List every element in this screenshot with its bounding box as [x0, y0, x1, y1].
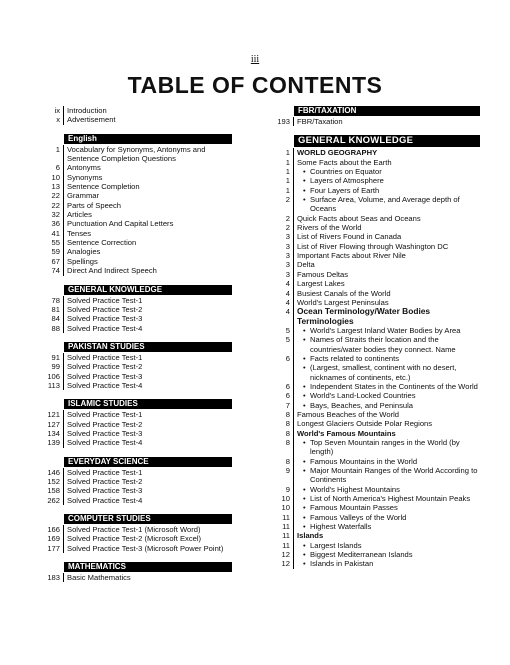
- toc-entry: [40, 544, 232, 553]
- toc-entry: [40, 314, 232, 323]
- toc-entry-page: 3: [270, 251, 294, 260]
- toc-entry-label: Advertisement: [67, 115, 116, 125]
- toc-entry-page: 74: [40, 266, 64, 275]
- toc-entry-page: 3: [270, 232, 294, 241]
- toc-entry-label: • (Largest, smallest, continent with no desert, nicknames of continents, etc.): [294, 363, 480, 382]
- toc-entry-page: 4: [270, 289, 294, 298]
- toc-entry-page: 1: [270, 148, 294, 157]
- toc-entry: [270, 242, 480, 251]
- toc-entry-page: 4: [270, 307, 294, 326]
- toc-entry: [270, 251, 480, 260]
- section-heading-spacer: [40, 134, 64, 144]
- toc-entry-label: • Highest Waterfalls: [294, 522, 480, 531]
- toc-entry-label: Largest Lakes: [297, 279, 345, 289]
- toc-entry: [40, 438, 232, 447]
- toc-entry-page: 5: [270, 335, 294, 354]
- toc-entry-page: 8: [270, 438, 294, 457]
- toc-entry-label: • Famous Mountain Passes: [294, 503, 480, 512]
- toc-entry-page: 1: [270, 186, 294, 195]
- toc-entry: [270, 326, 480, 335]
- toc-entry-page: 2: [270, 223, 294, 232]
- toc-entry-label: Introduction: [67, 106, 107, 115]
- toc-entry-label: Spellings: [67, 256, 98, 266]
- toc-right-column: [270, 106, 480, 578]
- toc-entry: [270, 559, 480, 568]
- toc-entry-page: 4: [270, 279, 294, 288]
- toc-entry-page: 1: [270, 158, 294, 167]
- toc-entry-page: 6: [270, 382, 294, 391]
- toc-entry: [40, 372, 232, 381]
- toc-entry-page: 1: [270, 176, 294, 185]
- toc-entry-page: 113: [40, 381, 64, 390]
- toc-section: [40, 562, 232, 582]
- section-heading-label: GENERAL KNOWLEDGE: [294, 135, 480, 147]
- toc-entry-page: 8: [270, 419, 294, 428]
- toc-entry-label: Solved Practice Test-3: [67, 371, 143, 381]
- section-heading-spacer: [270, 106, 294, 116]
- toc-entry-label: Solved Practice Test-2 (Microsoft Excel): [67, 534, 202, 544]
- toc-entry: [40, 247, 232, 256]
- toc-entry: [40, 115, 232, 124]
- toc-entry-label: Sentence Correction: [67, 238, 137, 248]
- toc-entry-page: 36: [40, 219, 64, 228]
- toc-entry-label: • Top Seven Mountain ranges in the World (by length): [294, 438, 480, 457]
- toc-entry: [270, 270, 480, 279]
- toc-entry-page: 32: [40, 210, 64, 219]
- toc-entry: [270, 167, 480, 176]
- toc-entry-page: 13: [40, 182, 64, 191]
- toc-entry-page: 5: [270, 326, 294, 335]
- section-heading: [270, 135, 480, 147]
- toc-entry-page: 134: [40, 429, 64, 438]
- toc-section: [40, 514, 232, 553]
- section-heading: [40, 134, 232, 144]
- toc-entry-label: • Names of Straits their location and the countries/water bodies they connect. Name: [294, 335, 480, 354]
- toc-entry-page: 9: [270, 466, 294, 485]
- toc-section: [40, 457, 232, 505]
- toc-entry-page: 12: [270, 559, 294, 568]
- toc-entry: [40, 534, 232, 543]
- toc-entry-label: Islands: [297, 531, 324, 541]
- toc-section: [270, 135, 480, 568]
- section-heading-label: MATHEMATICS: [64, 562, 232, 572]
- toc-entry-page: 12: [270, 550, 294, 559]
- toc-entry-page: 3: [270, 260, 294, 269]
- toc-entry-label: Some Facts about the Earth: [297, 157, 392, 167]
- toc-entry-page: 78: [40, 296, 64, 305]
- toc-entry-page: 7: [270, 401, 294, 410]
- section-heading: [40, 285, 232, 295]
- toc-entry-label: Solved Practice Test-2: [67, 304, 143, 314]
- toc-entry-page: 4: [270, 298, 294, 307]
- toc-entry-label: Important Facts about River Nile: [297, 251, 406, 261]
- toc-entry-page: 22: [40, 191, 64, 200]
- toc-entry: [270, 289, 480, 298]
- section-heading-spacer: [40, 399, 64, 409]
- toc-entry-label: Solved Practice Test-4: [67, 380, 143, 390]
- page-number: iii: [250, 54, 260, 65]
- toc-entry: [40, 324, 232, 333]
- section-heading: [40, 457, 232, 467]
- toc-entry: [40, 182, 232, 191]
- toc-entry-page: 10: [40, 173, 64, 182]
- toc-entry-label: Tenses: [67, 228, 92, 238]
- toc-left-column: [40, 106, 232, 591]
- toc-entry-label: Articles: [67, 210, 92, 220]
- toc-entry-page: 152: [40, 477, 64, 486]
- toc-entry-page: 1: [40, 145, 64, 164]
- toc-entry-label: FBR/Taxation: [297, 117, 343, 126]
- toc-entry: [270, 513, 480, 522]
- toc-entry-label: • Bays, Beaches, and Peninsula: [294, 401, 480, 410]
- toc-entry: [270, 531, 480, 540]
- toc-entry-page: 81: [40, 305, 64, 314]
- toc-entry: [40, 496, 232, 505]
- toc-section: [270, 106, 480, 126]
- toc-entry: [40, 173, 232, 182]
- toc-entry-page: 11: [270, 513, 294, 522]
- toc-entry-label: Solved Practice Test-2: [67, 362, 143, 372]
- section-heading: [40, 342, 232, 352]
- toc-entry: [40, 238, 232, 247]
- toc-entry: [270, 382, 480, 391]
- toc-entry-page: 22: [40, 201, 64, 210]
- section-heading: [270, 106, 480, 116]
- toc-entry-label: Solved Practice Test-1: [67, 410, 143, 420]
- section-heading-label: COMPUTER STUDIES: [64, 514, 232, 524]
- toc-entry: [270, 401, 480, 410]
- toc-entry-label: Solved Practice Test-4: [67, 323, 143, 333]
- toc-entry-label: Solved Practice Test-1: [67, 295, 143, 305]
- section-heading: [40, 399, 232, 409]
- section-heading-label: GENERAL KNOWLEDGE: [64, 285, 232, 295]
- toc-entry-label: Longest Glaciers Outside Polar Regions: [297, 419, 433, 429]
- section-heading-label: English: [64, 134, 232, 144]
- toc-entry-label: Vocabulary for Synonyms, Antonyms and Sentence Completion Questions: [67, 144, 206, 164]
- toc-entry-page: 41: [40, 229, 64, 238]
- toc-entry: [40, 486, 232, 495]
- section-heading-label: PAKISTAN STUDIES: [64, 342, 232, 352]
- toc-entry-label: • Famous Valleys of the World: [294, 513, 480, 522]
- toc-entry: [40, 163, 232, 172]
- toc-entry-page: 3: [270, 270, 294, 279]
- toc-entry-page: 262: [40, 496, 64, 505]
- toc-entry-label: • Countries on Equator: [294, 167, 480, 176]
- toc-entry-page: 11: [270, 531, 294, 540]
- toc-entry: [40, 573, 232, 582]
- toc-entry: [40, 305, 232, 314]
- toc-entry: [40, 353, 232, 362]
- toc-entry-label: • World's Land-Locked Countries: [294, 391, 480, 400]
- toc-entry: [40, 191, 232, 200]
- toc-entry: [270, 419, 480, 428]
- toc-entry-label: Solved Practice Test-1: [67, 467, 143, 477]
- toc-entry: [270, 176, 480, 185]
- toc-entry: [270, 550, 480, 559]
- toc-entry-label: • Surface Area, Volume, and Average depth of Oceans: [294, 195, 480, 214]
- toc-entry: [40, 266, 232, 275]
- toc-entry: [270, 335, 480, 354]
- toc-entry: [40, 106, 232, 115]
- section-heading-label: FBR/TAXATION: [294, 106, 480, 116]
- toc-entry-label: • World's Largest Inland Water Bodies by Area: [294, 326, 480, 335]
- toc-entry: [40, 525, 232, 534]
- left-sections: [40, 134, 232, 583]
- toc-entry-label: Solved Practice Test-2: [67, 476, 143, 486]
- toc-entry-label: Solved Practice Test-1: [67, 352, 143, 362]
- toc-entry: [40, 410, 232, 419]
- toc-entry-page: 146: [40, 468, 64, 477]
- toc-entry-page: 2: [270, 195, 294, 214]
- toc-entry: [40, 420, 232, 429]
- toc-entry-label: Solved Practice Test-4: [67, 438, 143, 448]
- toc-entry-label: • Famous Mountains in the World: [294, 457, 480, 466]
- toc-entry-label: Solved Practice Test-2: [67, 419, 143, 429]
- toc-entry-page: 127: [40, 420, 64, 429]
- toc-entry-label: • List of North America's Highest Mountain Peaks: [294, 494, 480, 503]
- section-heading-spacer: [270, 135, 294, 147]
- toc-entry: [270, 354, 480, 363]
- toc-entry-page: 8: [270, 429, 294, 438]
- toc-entry: [40, 429, 232, 438]
- toc-entry-page: 169: [40, 534, 64, 543]
- toc-entry: [270, 494, 480, 503]
- toc-entry-page: 6: [270, 391, 294, 400]
- toc-entry-label: • World's Highest Mountains: [294, 485, 480, 494]
- toc-entry-label: World's Largest Peninsulas: [297, 297, 389, 307]
- section-heading-spacer: [40, 514, 64, 524]
- toc-entry-page: 121: [40, 410, 64, 419]
- toc-entry-page: 166: [40, 525, 64, 534]
- toc-entry-label: Delta: [297, 260, 315, 270]
- toc-entry-label: • Major Mountain Ranges of the World According to Continents: [294, 466, 480, 485]
- toc-section: [40, 399, 232, 447]
- section-heading-label: ISLAMIC STUDIES: [64, 399, 232, 409]
- toc-entry-page: 139: [40, 438, 64, 447]
- section-heading-spacer: [40, 285, 64, 295]
- toc-entry-page: 67: [40, 257, 64, 266]
- toc-entry: [270, 410, 480, 419]
- toc-entry: [270, 429, 480, 438]
- section-heading: [40, 514, 232, 524]
- toc-entry-label: • Islands in Pakistan: [294, 559, 480, 568]
- section-heading-label: EVERYDAY SCIENCE: [64, 457, 232, 467]
- toc-entry: [270, 223, 480, 232]
- toc-entry-label: Solved Practice Test-3: [67, 314, 143, 324]
- toc-entry-page: 106: [40, 372, 64, 381]
- toc-entry-page: 10: [270, 503, 294, 512]
- toc-entry: [40, 229, 232, 238]
- toc-entry-page: 84: [40, 314, 64, 323]
- toc-entry-label: • Facts related to continents: [294, 354, 480, 363]
- toc-entry-page: 91: [40, 353, 64, 362]
- toc-entry: [270, 232, 480, 241]
- toc-entry-label: Parts of Speech: [67, 200, 122, 210]
- toc-entry: [40, 145, 232, 164]
- page-title: TABLE OF CONTENTS: [127, 72, 383, 98]
- toc-entry-page: 59: [40, 247, 64, 256]
- toc-entry-page: 11: [270, 541, 294, 550]
- toc-entry: [40, 477, 232, 486]
- section-heading-spacer: [40, 457, 64, 467]
- toc-entry-page: 183: [40, 573, 64, 582]
- toc-entry-page: 3: [270, 242, 294, 251]
- toc-entry-label: Basic Mathematics: [67, 573, 131, 583]
- toc-entry: [270, 117, 480, 126]
- toc-entry-label: WORLD GEOGRAPHY: [297, 148, 378, 158]
- toc-entry: [40, 381, 232, 390]
- toc-entry-page: x: [40, 115, 64, 124]
- toc-entry-page: 6: [270, 354, 294, 363]
- toc-entry-label: List of River Flowing through Washington DC: [297, 241, 449, 251]
- toc-entry-page: 8: [270, 410, 294, 419]
- toc-entry-label: Antonyms: [67, 163, 101, 173]
- toc-entry-page: 11: [270, 522, 294, 531]
- toc-entry: [270, 148, 480, 157]
- toc-entry-page: 9: [270, 485, 294, 494]
- toc-section: [40, 285, 232, 333]
- toc-section: [40, 134, 232, 276]
- toc-entry: [40, 296, 232, 305]
- toc-entry-label: • Biggest Mediterranean Islands: [294, 550, 480, 559]
- toc-entry: [40, 201, 232, 210]
- section-heading-spacer: [40, 562, 64, 572]
- toc-entry-label: Famous Beaches of the World: [297, 409, 400, 419]
- toc-entry: [270, 195, 480, 214]
- toc-entry-label: Busiest Canals of the World: [297, 288, 391, 298]
- toc-entry-label: Synonyms: [67, 172, 103, 182]
- toc-entry-label: Rivers of the World: [297, 223, 362, 233]
- toc-entry: [40, 257, 232, 266]
- toc-entry: [270, 466, 480, 485]
- toc-entry-label: Ocean Terminology/Water Bodies Terminologies: [297, 306, 431, 326]
- toc-entry-label: • Independent States in the Continents of the World: [294, 382, 480, 391]
- toc-entry-page: 1: [270, 167, 294, 176]
- toc-entry-page: ix: [40, 106, 64, 115]
- toc-entry: [270, 363, 480, 382]
- front-matter: [40, 106, 232, 125]
- toc-entry: [270, 438, 480, 457]
- toc-entry-label: Punctuation And Capital Letters: [67, 219, 174, 229]
- toc-entry-label: Sentence Completion: [67, 182, 140, 192]
- toc-entry: [270, 307, 480, 326]
- toc-entry: [270, 158, 480, 167]
- toc-entry: [270, 260, 480, 269]
- toc-entry-page: 88: [40, 324, 64, 333]
- toc-entry: [40, 210, 232, 219]
- toc-entry-label: World's Famous Mountains: [297, 428, 396, 438]
- toc-entry: [270, 457, 480, 466]
- toc-entry-label: Solved Practice Test-3: [67, 486, 143, 496]
- toc-entry-label: Solved Practice Test-1 (Microsoft Word): [67, 525, 201, 534]
- toc-entry-label: Famous Deltas: [297, 269, 349, 279]
- section-heading-spacer: [40, 342, 64, 352]
- toc-entry-label: Quick Facts about Seas and Oceans: [297, 213, 421, 223]
- toc-entry: [270, 485, 480, 494]
- toc-entry-label: Solved Practice Test-3 (Microsoft Power Point): [67, 543, 224, 553]
- toc-entry: [40, 362, 232, 371]
- toc-entry: [270, 214, 480, 223]
- toc-entry: [270, 391, 480, 400]
- toc-entry-label: • Four Layers of Earth: [294, 186, 480, 195]
- toc-entry-page: 193: [270, 117, 294, 126]
- right-sections: [270, 106, 480, 569]
- toc-entry-label: Analogies: [67, 247, 101, 257]
- toc-entry-label: Solved Practice Test-4: [67, 495, 143, 505]
- toc-entry: [270, 503, 480, 512]
- toc-entry: [270, 279, 480, 288]
- toc-entry: [40, 219, 232, 228]
- toc-entry-page: 99: [40, 362, 64, 371]
- toc-entry-page: 2: [270, 214, 294, 223]
- toc-entry-page: 10: [270, 494, 294, 503]
- toc-entry-page: 6: [40, 163, 64, 172]
- toc-entry-label: Grammar: [67, 191, 100, 201]
- toc-entry-page: 158: [40, 486, 64, 495]
- toc-entry: [40, 468, 232, 477]
- toc-entry-label: Solved Practice Test-3: [67, 428, 143, 438]
- toc-entry-page: [270, 363, 294, 382]
- toc-entry: [270, 186, 480, 195]
- toc-entry-label: List of Rivers Found in Canada: [297, 232, 402, 242]
- toc-section: [40, 342, 232, 390]
- toc-entry-label: • Layers of Atmosphere: [294, 176, 480, 185]
- toc-entry-page: 177: [40, 544, 64, 553]
- toc-entry-page: 8: [270, 457, 294, 466]
- toc-entry: [270, 541, 480, 550]
- toc-entry-page: 55: [40, 238, 64, 247]
- toc-entry: [270, 522, 480, 531]
- toc-entry-label: Direct And Indirect Speech: [67, 266, 157, 276]
- toc-entry-label: • Largest Islands: [294, 541, 480, 550]
- section-heading: [40, 562, 232, 572]
